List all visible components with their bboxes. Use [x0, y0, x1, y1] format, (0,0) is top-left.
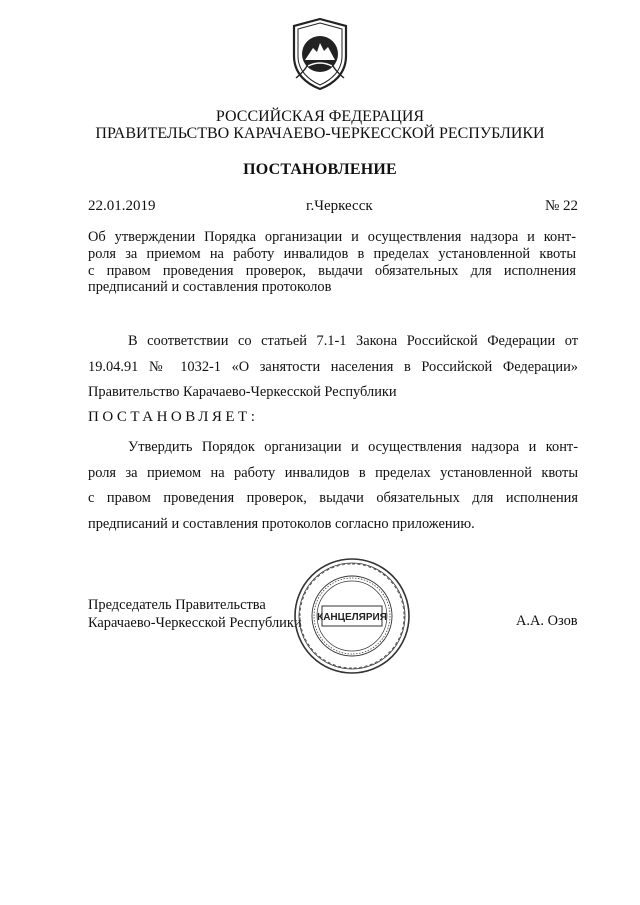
body-line: с правом проведения проверок, выдачи обязательных для исполнения [88, 490, 578, 506]
body-paragraph [88, 435, 578, 537]
signatory-name: А.А. Озов [516, 613, 578, 629]
document-subject [88, 229, 576, 296]
coat-of-arms-emblem [288, 16, 352, 92]
body-line: Утвердить Порядок организации и осуществления надзора и конт- [128, 439, 578, 455]
document-type: ПОСТАНОВЛЕНИЕ [243, 161, 397, 178]
document-city: г.Черкесск [306, 198, 373, 214]
body-line: роля за приемом на работу инвалидов в пределах установленной квоты [88, 464, 578, 481]
signatory-title-line: Карачаево-Черкесской Республики [88, 615, 302, 631]
preamble-paragraph [88, 329, 578, 406]
preamble-line: В соответствии со статьей 7.1-1 Закона Российской Федерации от [128, 333, 578, 349]
signatory-title-line: Председатель Правительства [88, 597, 266, 613]
signatory-title [88, 596, 302, 632]
body-line: предписаний и составления протоколов согласно приложению. [88, 515, 475, 532]
header-country: РОССИЙСКАЯ ФЕДЕРАЦИЯ [215, 108, 425, 125]
subject-line: Об утверждении Порядка организации и осуществления надзора и конт- [88, 229, 576, 245]
subject-line: предписаний и составления протоколов [88, 279, 332, 296]
header-government: ПРАВИТЕЛЬСТВО КАРАЧАЕВО-ЧЕРКЕССКОЙ РЕСПУБЛИКИ [95, 125, 545, 142]
preamble-line: 19.04.91 № 1032-1 «О занятости населения в Российской Федерации» [88, 358, 578, 375]
official-stamp [292, 556, 412, 676]
document-date: 22.01.2019 [88, 198, 156, 214]
subject-line: с правом проведения проверок, выдачи обязательных для исполнения [88, 262, 576, 279]
subject-line: роля за приемом на работу инвалидов в пределах установленной квоты [88, 245, 576, 262]
resolves-heading: ПОСТАНОВЛЯЕТ: [88, 409, 259, 425]
stamp-center-text: КАНЦЕЛЯРИЯ [317, 612, 387, 623]
document-number: № 22 [544, 198, 578, 214]
preamble-line: Правительство Карачаево-Черкесской Республики [88, 384, 397, 400]
